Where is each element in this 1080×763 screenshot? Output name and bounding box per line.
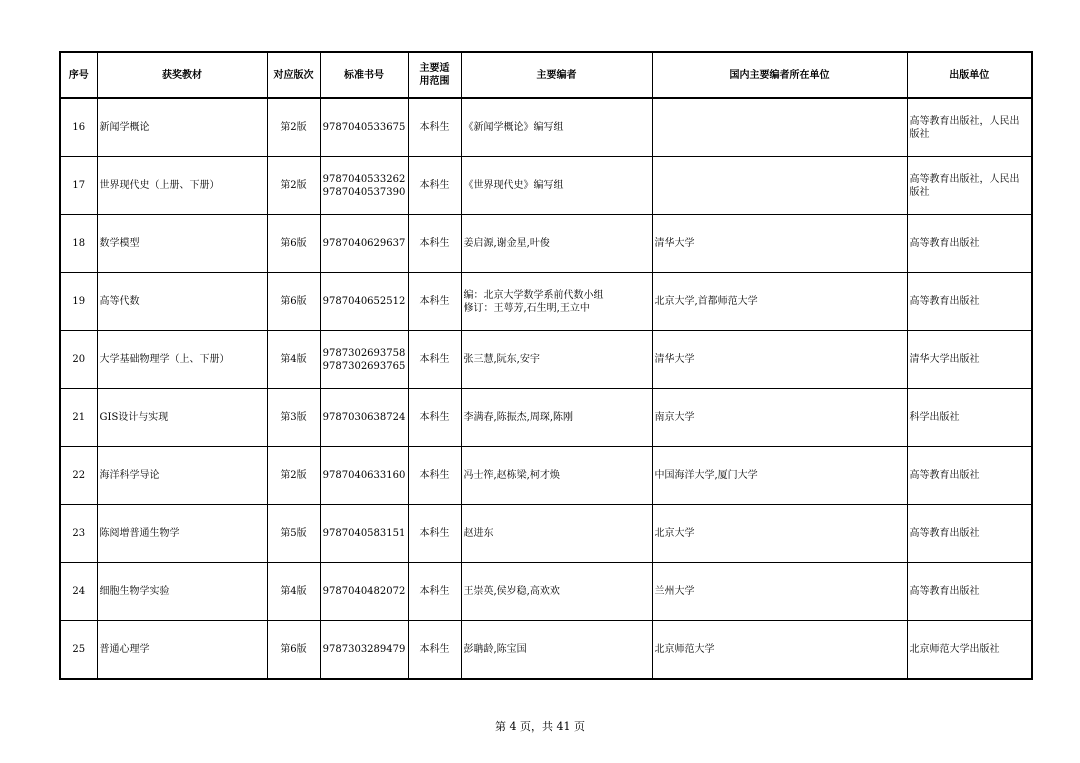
cell-edition: 第6版 (267, 215, 320, 273)
cell-edition: 第6版 (267, 273, 320, 331)
cell-editors (461, 331, 652, 389)
cell-editors (461, 447, 652, 505)
cell-scope: 本科生 (408, 621, 461, 680)
cell-scope: 本科生 (408, 505, 461, 563)
table-body (60, 98, 1032, 679)
cell-scope: 本科生 (408, 215, 461, 273)
cell-title: GIS设计与实现 (97, 389, 267, 447)
cell-editors (461, 215, 652, 273)
cell-isbn (320, 273, 408, 331)
cell-edition: 第2版 (267, 98, 320, 157)
cell-scope: 本科生 (408, 331, 461, 389)
header-cell: 主要编者 (461, 52, 652, 98)
cell-isbn (320, 563, 408, 621)
cell-institution: 北京大学 (652, 505, 907, 563)
cell-no: 20 (60, 331, 97, 389)
cell-no: 24 (60, 563, 97, 621)
cell-isbn (320, 157, 408, 215)
isbn-line: 9787040652512 (322, 296, 406, 307)
header-cell: 序号 (60, 52, 97, 98)
cell-editors (461, 98, 652, 157)
cell-edition: 第4版 (267, 563, 320, 621)
cell-title: 陈阅增普通生物学 (97, 505, 267, 563)
editor-line: 张三慧,阮东,安宇 (463, 354, 540, 365)
cell-institution: 北京大学,首都师范大学 (652, 273, 907, 331)
cell-no: 17 (60, 157, 97, 215)
editor-line: 姜启源,谢金星,叶俊 (463, 238, 550, 249)
cell-publisher: 清华大学出版社 (907, 331, 1032, 389)
header-cell: 国内主要编者所在单位 (652, 52, 907, 98)
table-row (60, 389, 1032, 447)
isbn-line: 9787040629637 (322, 238, 406, 249)
header-cell: 出版单位 (907, 52, 1032, 98)
cell-isbn (320, 215, 408, 273)
cell-institution: 南京大学 (652, 389, 907, 447)
table-row (60, 563, 1032, 621)
cell-institution: 清华大学 (652, 215, 907, 273)
editor-line: 《世界现代史》编写组 (463, 180, 564, 191)
cell-editors (461, 157, 652, 215)
cell-title: 大学基础物理学（上、下册） (97, 331, 267, 389)
table-row (60, 215, 1032, 273)
isbn-line: 9787040482072 (322, 586, 406, 597)
cell-institution: 兰州大学 (652, 563, 907, 621)
cell-title: 海洋科学导论 (97, 447, 267, 505)
cell-title: 世界现代史（上册、下册） (97, 157, 267, 215)
cell-title: 普通心理学 (97, 621, 267, 680)
cell-edition: 第5版 (267, 505, 320, 563)
table-row (60, 98, 1032, 157)
cell-isbn (320, 389, 408, 447)
cell-scope: 本科生 (408, 563, 461, 621)
cell-scope: 本科生 (408, 273, 461, 331)
cell-isbn (320, 98, 408, 157)
header-row (60, 52, 1032, 98)
editor-line: 编：北京大学数学系前代数小组 (463, 289, 604, 301)
cell-title: 高等代数 (97, 273, 267, 331)
isbn-line: 9787030638724 (322, 412, 406, 423)
cell-publisher: 高等教育出版社，人民出版社 (907, 157, 1032, 215)
awards-table (59, 51, 1033, 680)
isbn-line: 9787302693758 (322, 347, 406, 359)
cell-editors (461, 273, 652, 331)
cell-title: 细胞生物学实验 (97, 563, 267, 621)
page-footer: 第 4 页，共 41 页 (495, 720, 585, 733)
header-cell: 获奖教材 (97, 52, 267, 98)
cell-editors (461, 563, 652, 621)
cell-publisher: 高等教育出版社 (907, 215, 1032, 273)
editor-line: 修订：王萼芳,石生明,王立中 (463, 302, 590, 314)
cell-no: 22 (60, 447, 97, 505)
isbn-line: 9787302693765 (322, 360, 406, 372)
cell-edition: 第2版 (267, 447, 320, 505)
header-cell: 标准书号 (320, 52, 408, 98)
isbn-line: 9787040533262 (322, 173, 406, 185)
header-cell: 对应版次 (267, 52, 320, 98)
isbn-line: 9787303289479 (322, 644, 406, 655)
cell-institution: 中国海洋大学,厦门大学 (652, 447, 907, 505)
cell-edition: 第3版 (267, 389, 320, 447)
cell-edition: 第2版 (267, 157, 320, 215)
isbn-line: 9787040533675 (322, 122, 406, 133)
isbn-line: 9787040583151 (322, 528, 406, 539)
cell-no: 23 (60, 505, 97, 563)
editor-line: 彭聃龄,陈宝国 (463, 644, 527, 655)
cell-scope: 本科生 (408, 98, 461, 157)
editor-line: 王崇英,侯岁稳,高欢欢 (463, 586, 560, 597)
cell-no: 21 (60, 389, 97, 447)
editor-line: 冯士筰,赵栋梁,柯才焕 (463, 470, 560, 481)
cell-editors (461, 389, 652, 447)
table-row (60, 273, 1032, 331)
table-row (60, 621, 1032, 680)
editor-line: 《新闻学概论》编写组 (463, 122, 564, 133)
table-row (60, 505, 1032, 563)
table-row (60, 447, 1032, 505)
cell-isbn (320, 621, 408, 680)
cell-isbn (320, 447, 408, 505)
table-row (60, 331, 1032, 389)
cell-institution: 清华大学 (652, 331, 907, 389)
header-cell: 主要适用范围 (408, 52, 461, 98)
cell-isbn (320, 505, 408, 563)
cell-publisher: 高等教育出版社 (907, 563, 1032, 621)
cell-publisher: 高等教育出版社 (907, 447, 1032, 505)
editor-line: 赵进东 (463, 528, 494, 539)
cell-institution (652, 157, 907, 215)
cell-publisher: 高等教育出版社，人民出版社 (907, 98, 1032, 157)
cell-edition: 第4版 (267, 331, 320, 389)
table-row (60, 157, 1032, 215)
cell-publisher: 北京师范大学出版社 (907, 621, 1032, 680)
isbn-line: 9787040537390 (322, 186, 406, 198)
cell-no: 18 (60, 215, 97, 273)
cell-title: 新闻学概论 (97, 98, 267, 157)
editor-line: 李满春,陈振杰,周琛,陈刚 (463, 412, 574, 423)
cell-publisher: 高等教育出版社 (907, 273, 1032, 331)
cell-publisher: 科学出版社 (907, 389, 1032, 447)
cell-scope: 本科生 (408, 157, 461, 215)
cell-scope: 本科生 (408, 389, 461, 447)
cell-institution (652, 98, 907, 157)
cell-editors (461, 621, 652, 680)
cell-title: 数学模型 (97, 215, 267, 273)
cell-no: 19 (60, 273, 97, 331)
cell-no: 16 (60, 98, 97, 157)
cell-scope: 本科生 (408, 447, 461, 505)
isbn-line: 9787040633160 (322, 470, 406, 481)
cell-no: 25 (60, 621, 97, 680)
cell-isbn (320, 331, 408, 389)
cell-edition: 第6版 (267, 621, 320, 680)
cell-institution: 北京师范大学 (652, 621, 907, 680)
cell-editors (461, 505, 652, 563)
cell-publisher: 高等教育出版社 (907, 505, 1032, 563)
